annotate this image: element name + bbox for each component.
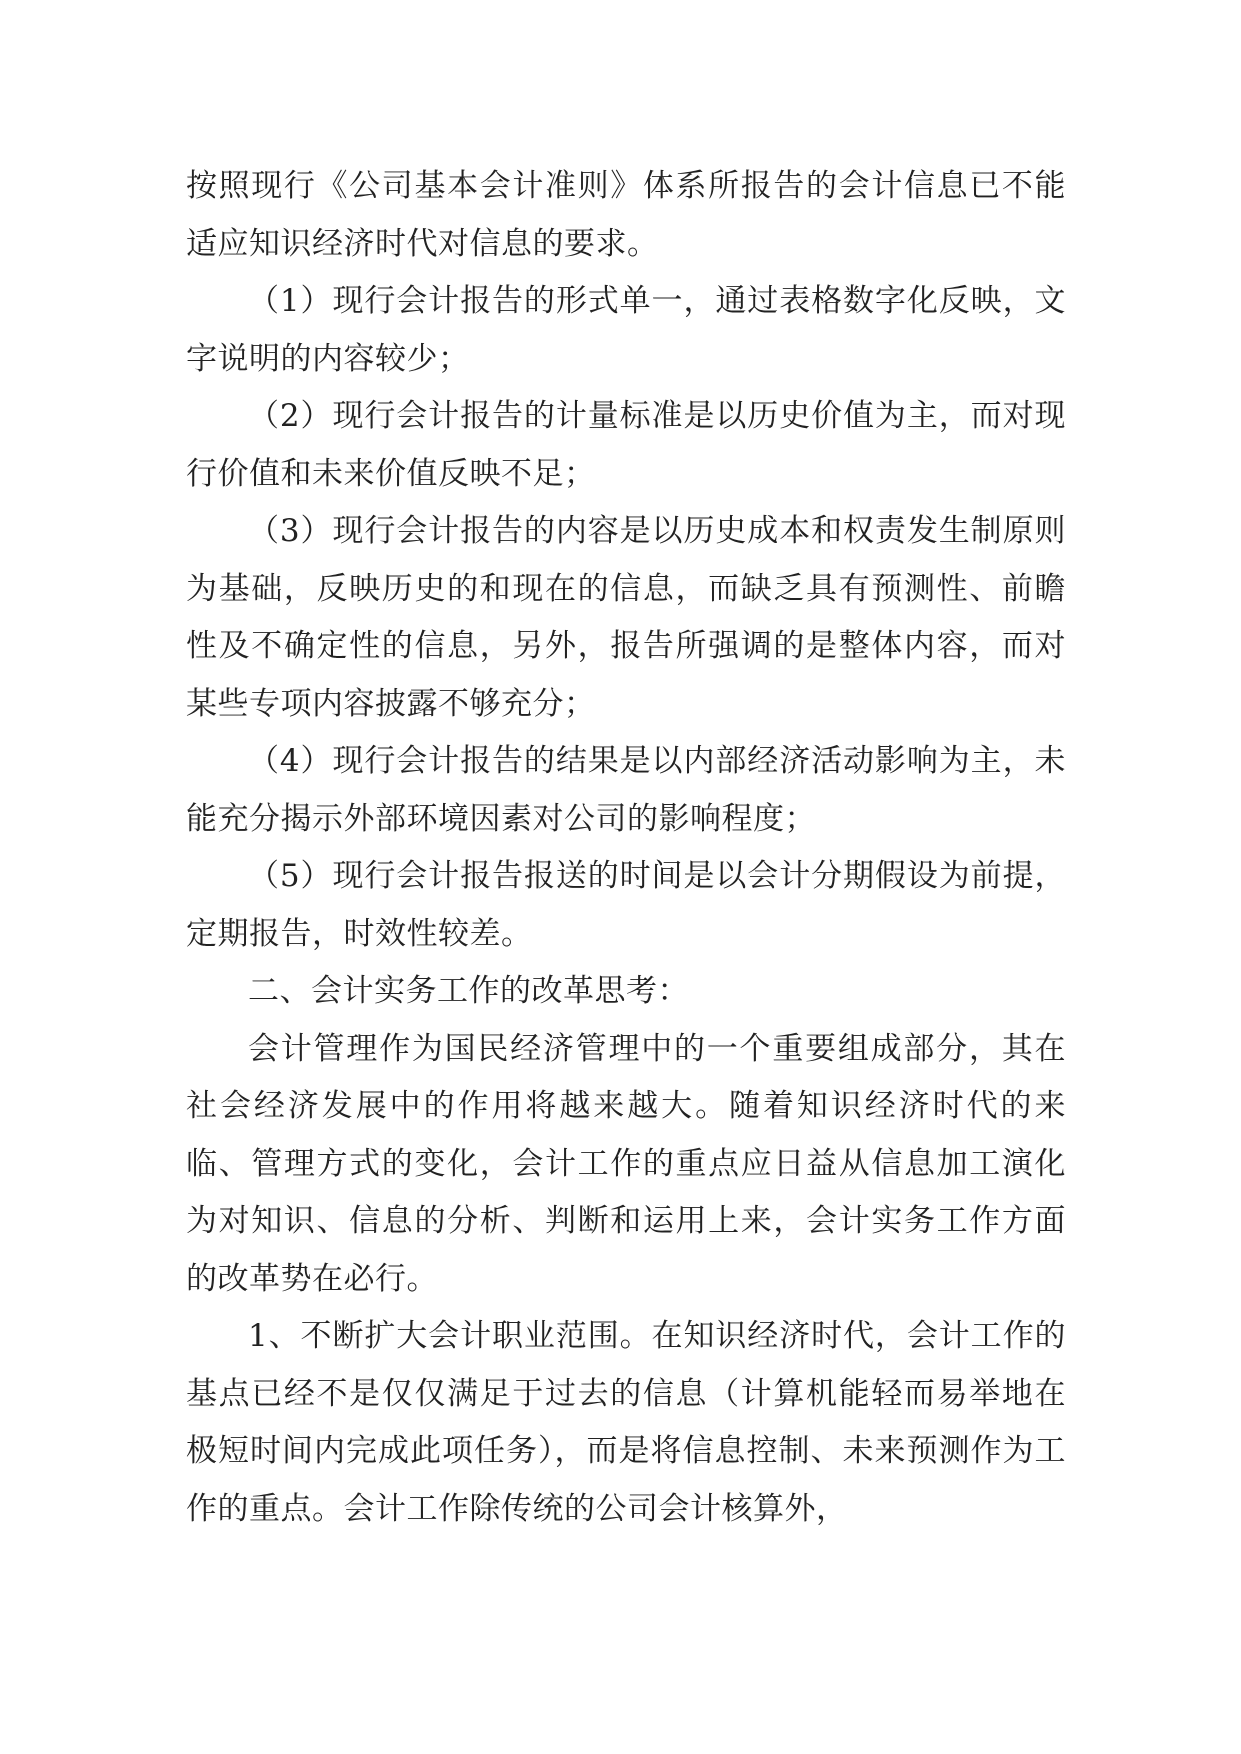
paragraph-intro: 按照现行《公司基本会计准则》体系所报告的会计信息已不能适应知识经济时代对信息的要求。 xyxy=(186,168,1066,262)
document-page xyxy=(186,158,1066,1538)
paragraph-point-1: 1、不断扩大会计职业范围。在知识经济时代，会计工作的基点已经不是仅仅满足于过去的信息（计算机能轻而易举地在极短时间内完成此项任务），而是将信息控制、未来预测作为工作的重点。会计工作除传统的公司会计核算外， xyxy=(186,1318,1066,1527)
paragraph-item-2: （2）现行会计报告的计量标准是以历史价值为主，而对现行价值和未来价值反映不足； xyxy=(186,398,1066,492)
paragraph-item-5: （5）现行会计报告报送的时间是以会计分期假设为前提，定期报告，时效性较差。 xyxy=(186,858,1066,952)
paragraph-body: 会计管理作为国民经济管理中的一个重要组成部分，其在社会经济发展中的作用将越来越大。随着知识经济时代的来临、管理方式的变化，会计工作的重点应日益从信息加工演化为对知识、信息的分析、判断和运用上来，会计实务工作方面的改革势在必行。 xyxy=(186,1030,1066,1297)
section-heading: 二、会计实务工作的改革思考： xyxy=(248,973,689,1009)
paragraph-item-1: （1）现行会计报告的形式单一，通过表格数字化反映，文字说明的内容较少； xyxy=(186,283,1066,377)
paragraph-item-4: （4）现行会计报告的结果是以内部经济活动影响为主，未能充分揭示外部环境因素对公司的影响程度； xyxy=(186,743,1066,837)
paragraph-item-3: （3）现行会计报告的内容是以历史成本和权责发生制原则为基础，反映历史的和现在的信息，而缺乏具有预测性、前瞻性及不确定性的信息，另外，报告所强调的是整体内容，而对某些专项内容披露不够充分； xyxy=(186,513,1066,722)
